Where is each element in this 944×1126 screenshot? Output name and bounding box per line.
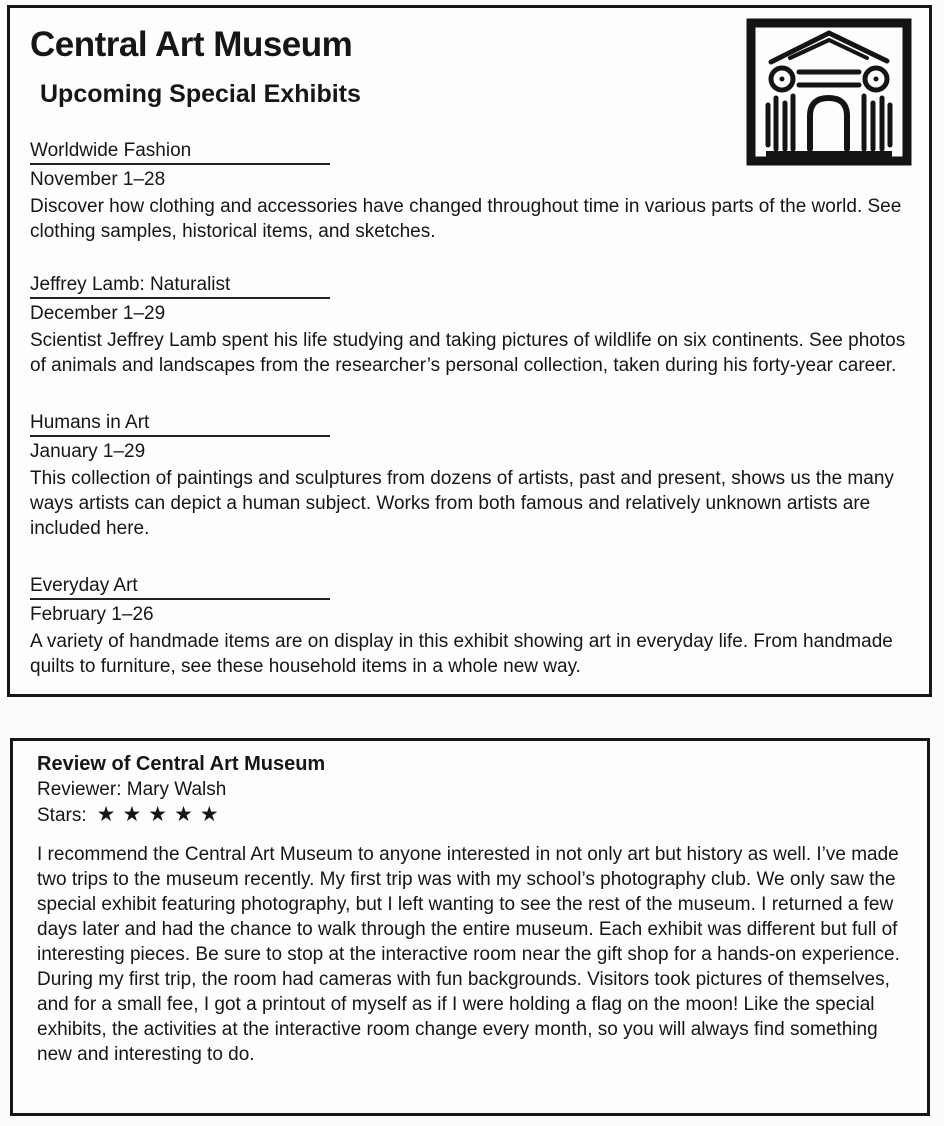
page-title: Central Art Museum [30,25,353,64]
review-reviewer: Reviewer: Mary Walsh [37,779,227,800]
exhibit-section [30,412,913,541]
star-rating-icons: ★★★★★ [96,803,226,826]
exhibit-description: Discover how clothing and accessories have changed throughout time in various parts of the world. See clothing samples, historical items, and sketches. [30,196,902,242]
exhibit-description: Scientist Jeffrey Lamb spent his life studying and taking pictures of wildlife on six continents. See photos of animals and landscapes from the researcher’s personal collection, taken during his forty-year career. [30,330,906,376]
exhibits-panel [7,5,932,697]
exhibit-description: A variety of handmade items are on display in this exhibit showing art in everyday life. From handmade quilts to furniture, see these household items in a whole new way. [30,631,893,677]
exhibit-name: Everyday Art [30,575,330,600]
stars-label: Stars: [37,805,87,826]
review-stars-row [37,803,903,829]
exhibit-section [30,274,913,378]
review-body: I recommend the Central Art Museum to anyone interested in not only art but history as well. I’ve made two trips to the museum recently. My first trip was with my school’s photography club. We only saw the special exhibit featuring photography, but I left wanting to see the rest of the museum. I returned a few days later and had the chance to walk through the entire museum. Each exhibit was different but full of interesting pieces. Be sure to stop at the interactive room near the gift shop for a hands-on experience. During my first trip, the room had cameras with fun backgrounds. Visitors took pictures of themselves, and for a small fee, I got a printout of myself as if I were holding a flag on the moon! Like the special exhibits, the activities at the interactive room change every month, so you will always find something new and interesting to do. [37,844,900,1065]
museum-building-icon [746,18,912,166]
exhibit-dates: December 1–29 [30,303,166,324]
exhibit-dates: February 1–26 [30,604,154,625]
exhibits-subtitle: Upcoming Special Exhibits [40,80,361,108]
review-title: Review of Central Art Museum [37,753,326,775]
exhibit-name: Humans in Art [30,412,330,437]
exhibit-name: Worldwide Fashion [30,140,330,165]
review-panel [10,738,930,1116]
exhibit-name: Jeffrey Lamb: Naturalist [30,274,330,299]
exhibit-description: This collection of paintings and sculptures from dozens of artists, past and present, shows us the many ways artists can depict a human subject. Works from both famous and relatively unknown artists are included here. [30,468,894,539]
exhibit-section [30,575,913,679]
exhibit-dates: January 1–29 [30,441,146,462]
exhibit-dates: November 1–28 [30,169,166,190]
